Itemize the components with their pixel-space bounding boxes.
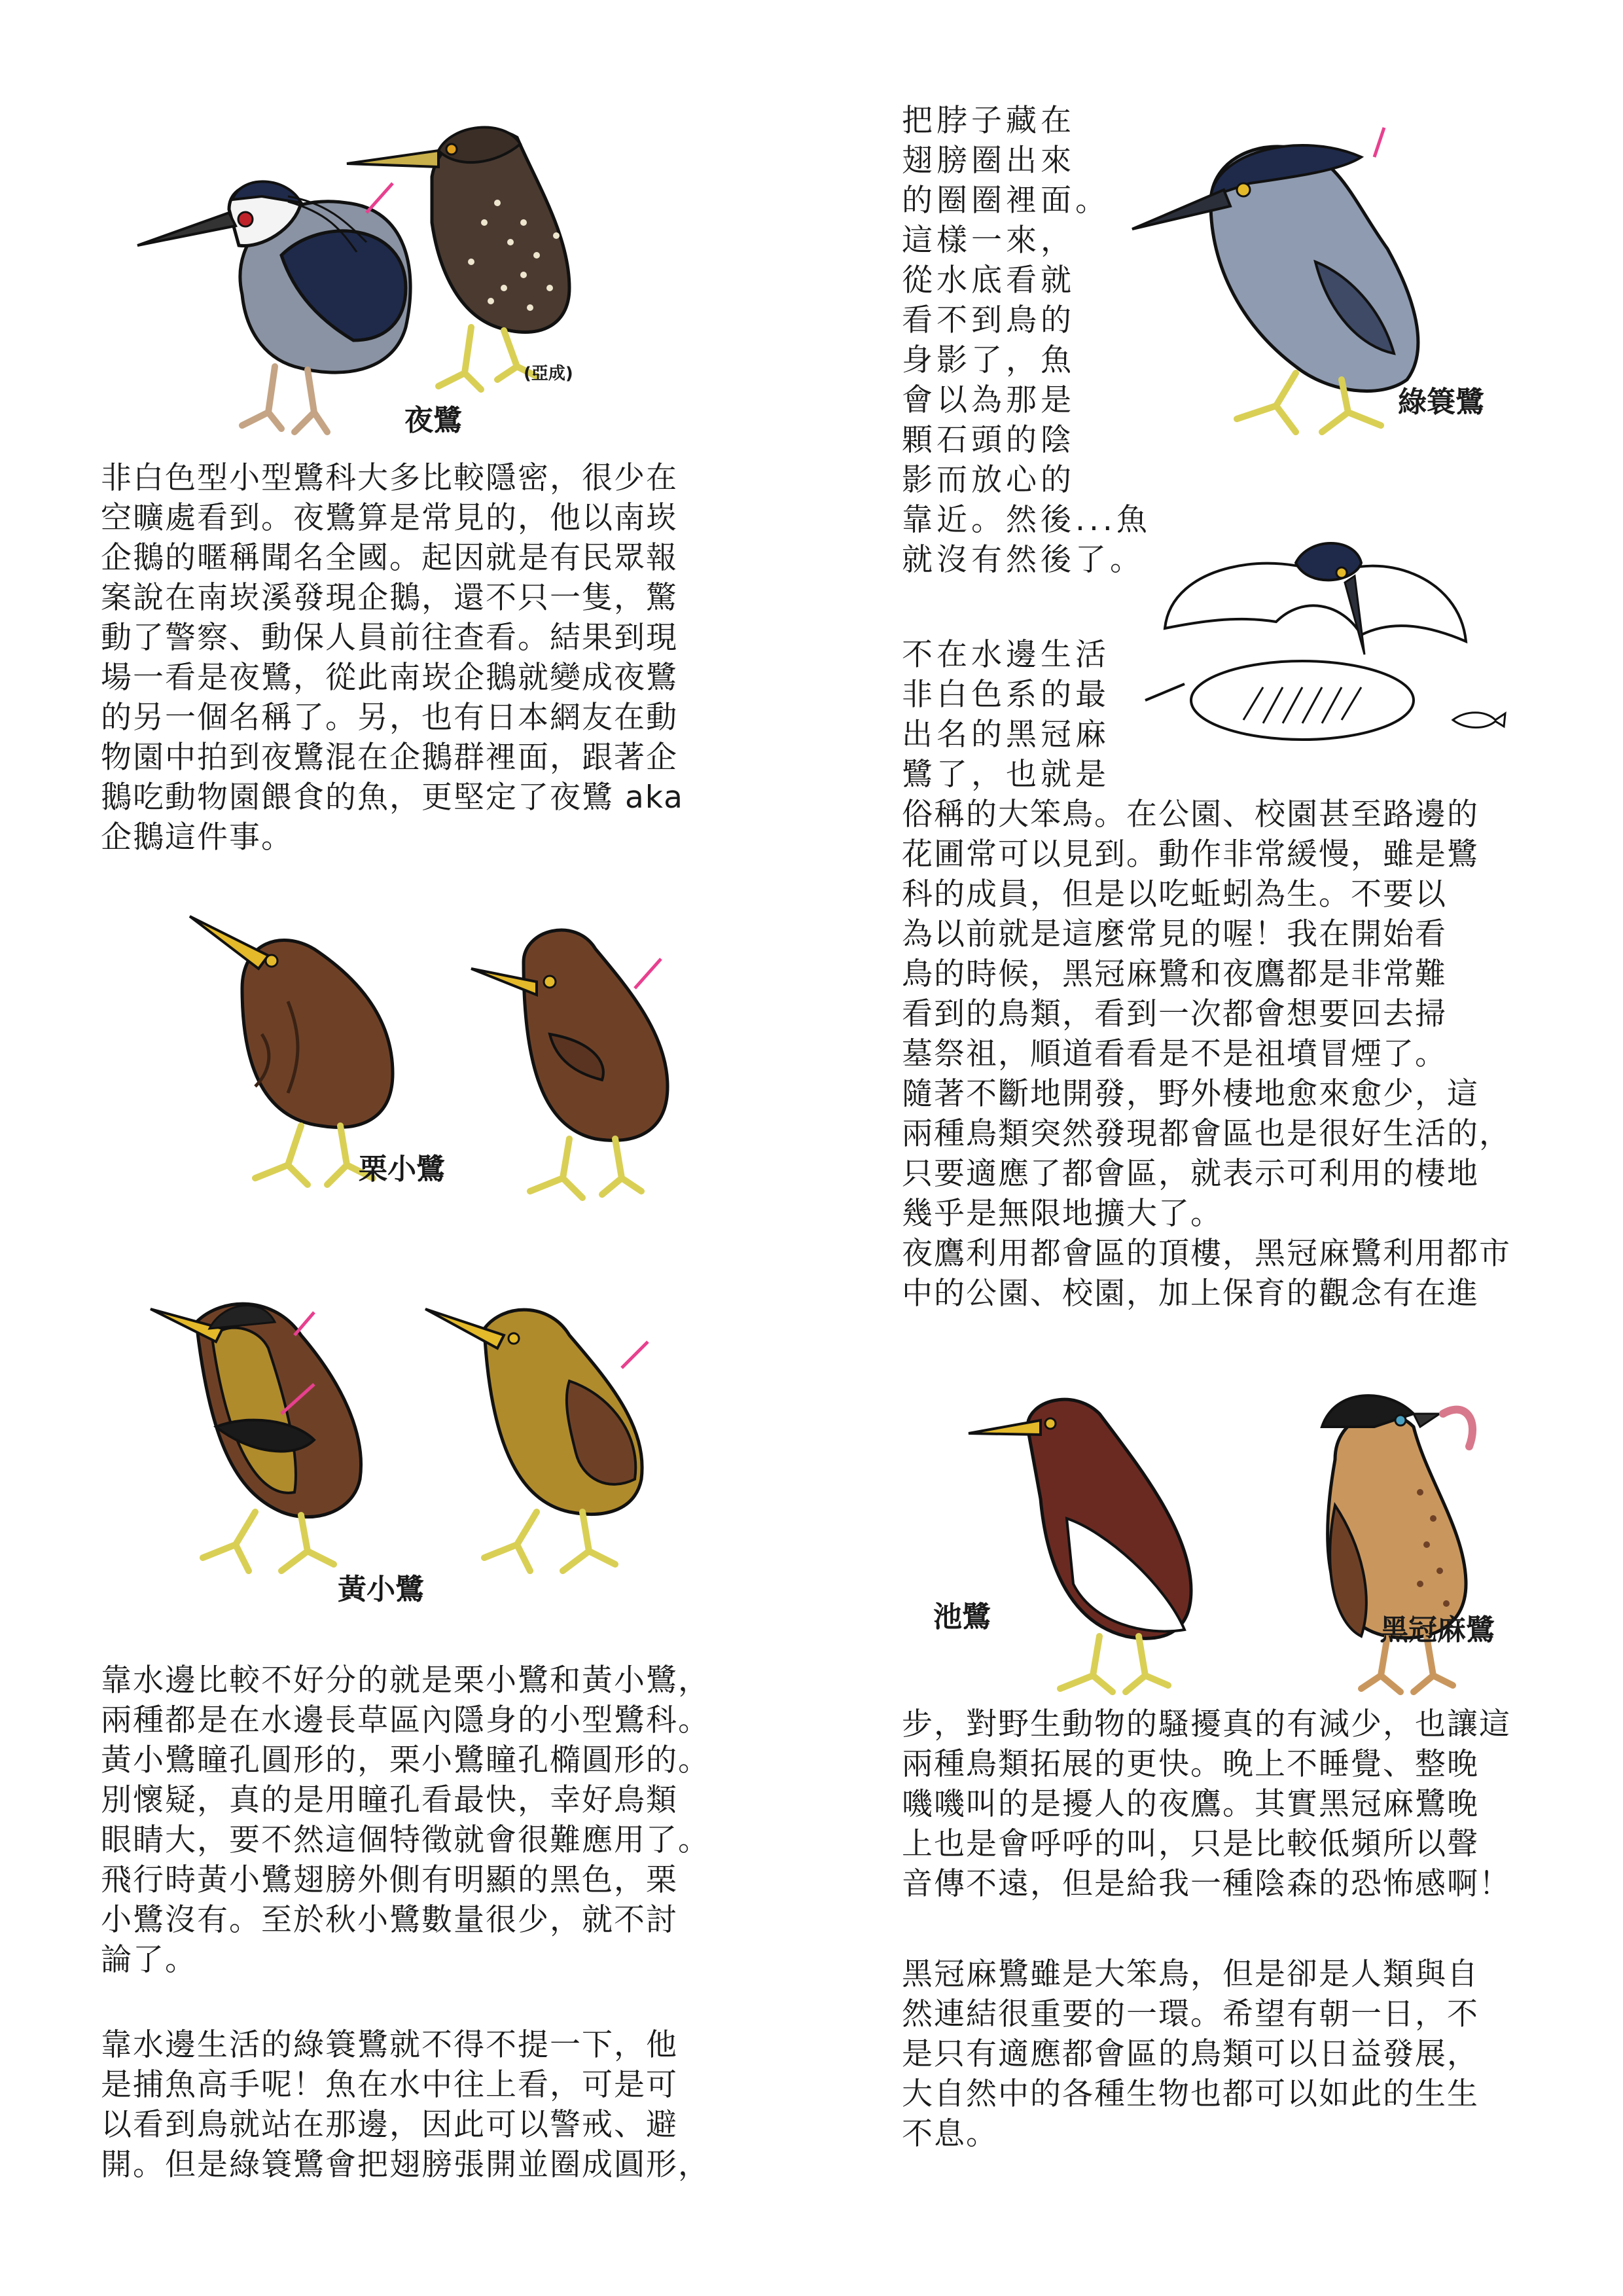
left-paragraph-bitterns: 靠水邊比較不好分的就是栗小鷺和黃小鷺， 兩種都是在水邊長草區內隱身的小型鷺科。 黃小鷺瞳孔圓形的，栗小鷺瞳孔橢圓形的。 別懷疑，真的是用瞳孔看最快，幸好鳥類 眼睛大，要不然這個特徵就會很難應用了。 飛行時黃小鷺翅膀外側有明顯的黑色，栗 小鷺沒有。至於秋小鷺數量很少，就不討 論了。 [101, 1662, 710, 1978]
right-paragraph-conclusion: 黑冠麻鷺雖是大笨鳥，但是卻是人類與自 然連結很重要的一環。希望有朝一日，不 是只有適應都會區的鳥類可以日益發展， 大自然中的各種生物也都可以如此的生生 不息。 [902, 1956, 1479, 2152]
pond-heron-label: 池鷺 [933, 1600, 991, 1634]
black-night-heron-label: 黑冠麻鷺 [1380, 1613, 1495, 1647]
fishing-heron-figure [1145, 543, 1505, 740]
left-paragraph-night-heron: 非白色型小型鷺科大多比較隱密，很少在 空曠處看到。夜鷺算是常見的，他以南崁 企鵝的暱稱聞名全國。起因就是有民眾報 案說在南崁溪發現企鵝，還不只一隻，驚 動了警察、動保人員前往查看。結果到現 場一看是夜鷺，從此南崁企鵝就變成夜鷺 的另一個名稱了。另，也有日本網友在動 物園中拍到夜鷺混在企鵝群裡面，跟著企 鵝吃動物園餵食的魚，更堅定了夜鷺 aka 企鵝這件事。 [101, 460, 684, 855]
left-paragraph-striated-heron: 靠水邊生活的綠簑鷺就不得不提一下，他 是捕魚高手呢！魚在水中往上看，可是可 以看到鳥就站在那邊，因此可以警戒、避 開。但是綠簑鷺會把翅膀張開並圈成圓形， [101, 2027, 710, 2183]
pond-heron-illustration [969, 1374, 1518, 1702]
right-paragraph-conservation: 步，對野生動物的騷擾真的有減少，也讓這 兩種鳥類拓展的更快。晚上不睡覺、整晚 嘰嘰叫的是擾人的夜鷹。其實黑冠麻鷺晚 上也是會呼呼的叫，只是比較低頻所以聲 音傳不遠，但是給我一種陰森的恐怖感啊！ [902, 1706, 1511, 1902]
yellow-bittern-illustration [151, 1283, 674, 1584]
fishing-heron-sketch [1145, 524, 1512, 759]
juvenile-note: (亞成) [524, 364, 573, 384]
right-paragraph-striated-heron-continued: 把脖子藏在 翅膀圈出來 的圈圈裡面。 這樣一來， 從水底看就 看不到鳥的 身影了，魚 會以為那是 顆石頭的陰 影而放心的 靠近。然後...魚 就沒有然後了。 [902, 103, 1151, 578]
right-paragraph-narrow: 不在水邊生活 非白色系的最 出名的黑冠麻 鷺了，也就是 [902, 637, 1110, 793]
night-heron-label: 夜鷺 [404, 404, 462, 437]
black-night-heron-figure [1322, 1395, 1472, 1692]
yellow-bittern-right-figure [425, 1309, 648, 1571]
cinnamon-bittern-label: 栗小鷺 [359, 1153, 445, 1186]
striated-heron-label: 綠簑鷺 [1398, 386, 1484, 419]
cinnamon-bittern-right-figure [471, 930, 668, 1198]
night-heron-illustration [131, 105, 602, 445]
pond-heron-figure [969, 1399, 1191, 1692]
cinnamon-bittern-left-figure [190, 916, 393, 1185]
right-paragraph-black-crowned: 俗稱的大笨鳥。在公園、校園甚至路邊的 花圃常可以見到。動作非常緩慢，雖是鷺 科的成員，但是以吃蚯蚓為生。不要以 為以前就是這麼常見的喔！我在開始看 鳥的時候，黑冠麻鷺和夜鷹都是非常難 看到的鳥類，看到一次都會想要回去掃 墓祭祖，順道看看是不是祖墳冒煙了。 隨著不斷地開發，野外棲地愈來愈少，這 兩種鳥類突然發現都會區也是很好生活的， 只要適應了都會區，就表示可利用的棲地 幾乎是無限地擴大了。 夜鷹利用都會區的頂樓，黑冠麻鷺利用都市 中的公園、校園，加上保育的觀念有在進 [902, 797, 1511, 1312]
night-heron-adult-figure [137, 181, 410, 432]
striated-heron-figure [1132, 128, 1418, 432]
yellow-bittern-left-figure [151, 1304, 361, 1571]
cinnamon-bittern-illustration [183, 903, 694, 1244]
yellow-bittern-label: 黃小鷺 [338, 1573, 424, 1606]
